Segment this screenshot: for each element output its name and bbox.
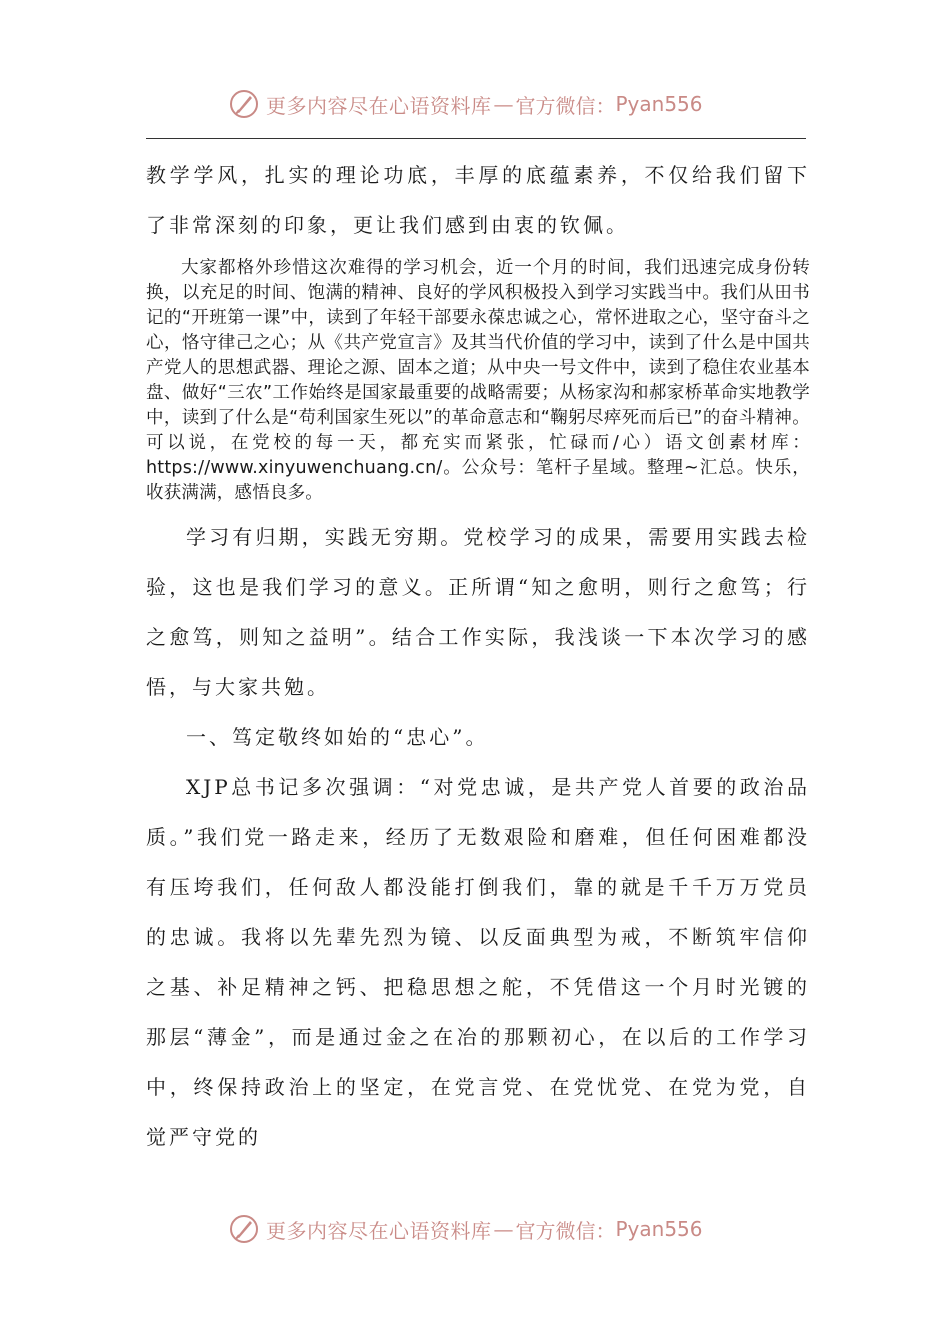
banner-title: 更多内容尽在心语资料库	[266, 1218, 492, 1243]
header-banner	[228, 87, 703, 121]
quill-logo-icon	[228, 88, 260, 120]
banner-wechat-id: Pyan556	[615, 92, 703, 116]
banner-separator: —	[493, 92, 514, 116]
header-divider	[146, 138, 806, 139]
paragraph-practice: 学习有归期，实践无穷期。党校学习的成果，需要用实践去检验，这也是我们学习的意义。正所谓“知之愈明，则行之愈笃；行之愈笃，则知之益明”。结合工作实际，我浅谈一下本次学习的感悟，与大家共勉。	[146, 525, 810, 699]
paragraph-study-experience: 大家都格外珍惜这次难得的学习机会，近一个月的时间，我们迅速完成身份转换，以充足的时间、饱满的精神、良好的学风积极投入到学习实践当中。我们从田书记的“开班第一课”中，读到了年轻干部要永葆忠诚之心，常怀进取之心，坚守奋斗之心，恪守律己之心；从《共产党宣言》及其当代价值的学习中，读到了什么是中国共产党人的思想武器、理论之源、固本之道；从中央一号文件中，读到了稳住农业基本盘、做好“三农”工作始终是国家最重要的战略需要；从杨家沟和郝家桥革命实地教学中，读到了什么是“苟利国家生死以”的革命意志和“鞠躬尽瘁死而后已”的奋斗精神。可以说，在党校的每一天，都充实而紧张，忙碌而/心）语文创素材库：https://www.xinyuwenchuang.cn/。公众号：笔杆子星域。整理~汇总。快乐，收获满满，感悟良多。	[146, 258, 810, 503]
quill-logo-icon	[228, 1213, 260, 1245]
banner-title: 更多内容尽在心语资料库	[266, 93, 492, 118]
paragraph-continuation: 教学学风，扎实的理论功底，丰厚的底蕴素养，不仅给我们留下了非常深刻的印象，更让我们感到由衷的钦佩。	[146, 163, 810, 237]
section-heading-loyalty: 一、笃定敬终如始的“忠心”。	[186, 725, 489, 749]
footer-banner	[228, 1212, 703, 1246]
document-body	[146, 150, 810, 1162]
banner-wechat-id: Pyan556	[615, 1217, 703, 1241]
banner-label: 官方微信：	[515, 1218, 616, 1243]
banner-separator: —	[493, 1217, 514, 1241]
banner-label: 官方微信：	[515, 93, 616, 118]
paragraph-loyalty: XJP总书记多次强调：“对党忠诚，是共产党人首要的政治品质。”我们党一路走来，经历了无数艰险和磨难，但任何困难都没有压垮我们，任何敌人都没能打倒我们，靠的就是千千万万党员的忠诚。我将以先辈先烈为镜、以反面典型为戒，不断筑牢信仰之基、补足精神之钙、把稳思想之舵，不凭借这一个月时光镀的那层“薄金”，而是通过金之在冶的那颗初心，在以后的工作学习中，终保持政治上的坚定，在党言党、在党忧党、在党为党，自觉严守党的	[146, 775, 810, 1149]
